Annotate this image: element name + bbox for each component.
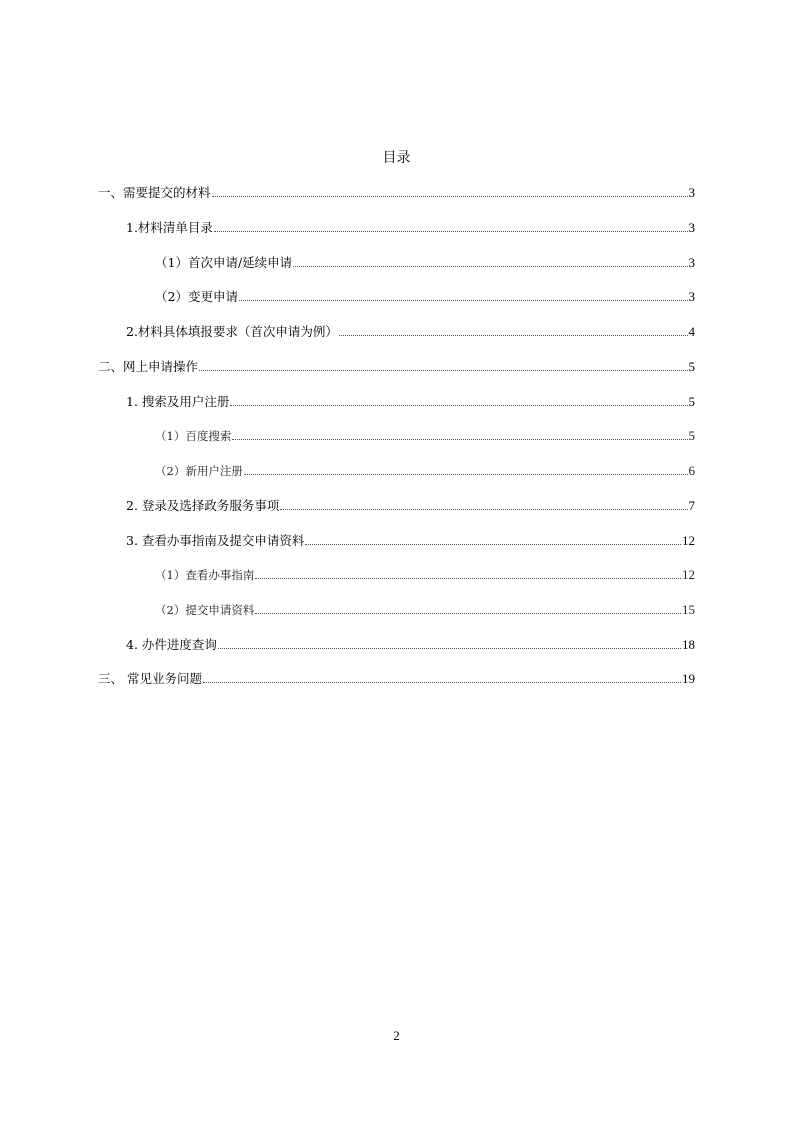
toc-entry[interactable] [98,667,695,687]
toc-entry-page: 3 [688,220,695,235]
toc-entry-page: 6 [688,463,695,478]
toc-leader [255,578,681,579]
toc-entry-page: 19 [682,671,695,686]
toc-entry-page: 3 [688,255,695,270]
toc-leader [232,439,687,440]
toc-leader [230,405,687,406]
page-number: 2 [393,1028,400,1043]
toc-entry-text: （1）查看办事指南 [155,568,255,582]
toc-entry[interactable] [98,355,695,375]
toc-entry-text: 4. 办件进度查询 [126,637,217,652]
toc-entry-page: 3 [688,185,695,200]
toc-entry-text: （2）变更申请 [155,289,238,304]
toc-leader [212,196,688,197]
toc-entry-page: 5 [688,394,695,409]
toc-entry-text: （1）首次申请/延续申请 [155,255,293,270]
toc-entry[interactable] [155,598,695,618]
toc-entry-text: 1. 搜索及用户注册 [126,394,230,409]
toc-leader [293,266,687,267]
toc-entry-text: 一、需要提交的材料 [98,185,211,200]
toc-entry-text: （1）百度搜索 [155,429,232,443]
toc-entry[interactable] [155,563,695,583]
toc-entry[interactable] [155,424,695,444]
toc-entry[interactable] [126,529,695,549]
toc-entry-page: 12 [682,533,695,548]
toc-title: 目录 [382,150,411,166]
toc-entry-text: 3. 查看办事指南及提交申请资料 [126,533,305,548]
toc-entry[interactable] [126,216,695,236]
toc-entry[interactable] [155,285,695,305]
toc-leader [199,370,687,371]
toc-entry-text: 2.材料具体填报要求（首次申请为例） [126,324,338,339]
toc-entry-page: 15 [682,602,695,617]
toc-leader [280,509,687,510]
toc-entry[interactable] [155,459,695,479]
toc-entry[interactable] [126,320,695,340]
toc-entry-page: 3 [688,289,695,304]
toc-leader [203,682,681,683]
toc-entry-text: 二、网上申请操作 [98,359,199,374]
toc-leader [255,613,681,614]
toc-entry[interactable] [98,181,695,201]
toc-leader [305,544,681,545]
toc-entry-page: 7 [688,498,695,513]
toc-entry-text: （2）提交申请资料 [155,603,255,617]
toc-entry[interactable] [126,633,695,653]
toc-entry-page: 5 [688,359,695,374]
toc-entry-page: 4 [688,324,695,339]
toc-entry-text: 1.材料清单目录 [126,220,213,235]
toc-entry-text: 三、 常见业务问题 [98,671,202,686]
toc-leader [214,231,688,232]
toc-entry-page: 18 [682,637,695,652]
toc-entry-text: 2. 登录及选择政务服务事项 [126,498,280,513]
toc-entry-page: 12 [682,567,695,582]
toc-entry-page: 5 [688,428,695,443]
toc-entry[interactable] [126,390,695,410]
toc-leader [339,335,688,336]
toc-entry-text: （2）新用户注册 [155,464,243,478]
toc-entry[interactable] [126,494,695,514]
toc-leader [218,648,681,649]
toc-entry[interactable] [155,251,695,271]
toc-leader [244,474,688,475]
toc-leader [239,300,688,301]
